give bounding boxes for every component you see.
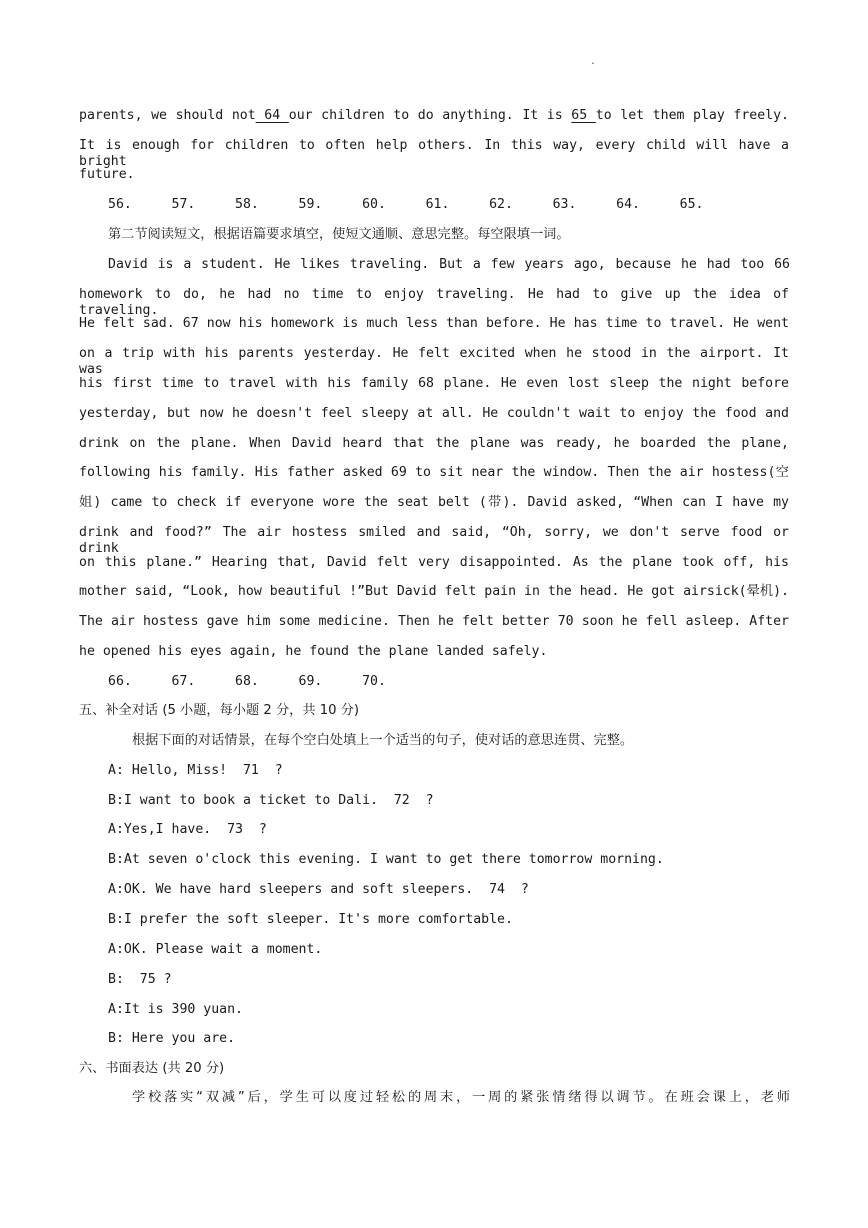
prev-text-c: to let them play freely. <box>595 108 789 123</box>
dialogue-line-2: B:I want to book a ticket to Dali. 72 ? <box>108 793 434 808</box>
blank-64: 64 <box>255 108 289 123</box>
section6-text: 学校落实“双减”后，学生可以度过轻松的周末，一周的紧张情绪得以调节。在班会课上，老师 <box>132 1090 790 1105</box>
section5-instruction: 根据下面的对话情景，在每个空白处填上一个适当的句子，使对话的意思连贯、完整。 <box>132 733 634 748</box>
answer-numbers-56-65: 56. 57. 58. 59. 60. 61. 62. 63. 64. 65. <box>108 197 704 212</box>
section2-instruction: 第二节阅读短文，根据语篇要求填空，使短文通顺、意思完整。每空限填一词。 <box>108 227 570 242</box>
passage-line-5: his first time to travel with his family 68 plane. He even lost sleep the night before <box>79 376 789 391</box>
passage-line-10: drink and food?” The air hostess smiled and said, “Oh, sorry, we don't serve food or drink <box>79 525 789 556</box>
page-dot: . <box>590 56 597 67</box>
passage-line-11: on this plane.” Hearing that, David felt very disappointed. As the plane took off, his <box>79 555 789 570</box>
prev-passage-line-2: It is enough for children to often help others. In this way, every child will have a bright <box>79 138 789 169</box>
answer-numbers-66-70: 66. 67. 68. 69. 70. <box>108 674 386 689</box>
passage-line-1: David is a student. He likes traveling. But a few years ago, because he had too 66 <box>108 257 790 272</box>
passage-line-12: mother said, “Look, how beautiful !”But David felt pain in the head. He got airsick(晕机). <box>79 584 789 599</box>
passage-line-6: yesterday, but now he doesn't feel sleepy at all. He couldn't wait to enjoy the food and <box>79 406 789 421</box>
prev-text-b: our children to do anything. It is <box>288 108 563 123</box>
prev-passage-line-1 <box>79 108 789 124</box>
passage-line-2: homework to do, he had no time to enjoy traveling. He had to give up the idea of traveling. <box>79 287 789 318</box>
passage-line-7: drink on the plane. When David heard that the plane was ready, he boarded the plane, <box>79 436 789 451</box>
dialogue-line-5: A:OK. We have hard sleepers and soft sleepers. 74 ? <box>108 882 529 897</box>
dialogue-line-3: A:Yes,I have. 73 ? <box>108 822 267 837</box>
dialogue-line-10: B: Here you are. <box>108 1031 236 1046</box>
passage-line-8: following his family. His father asked 69 to sit near the window. Then the air hostess(空 <box>79 465 789 480</box>
section5-title: 五、补全对话 (5 小题，每小题 2 分，共 10 分) <box>79 703 360 718</box>
dialogue-line-6: B:I prefer the soft sleeper. It's more comfortable. <box>108 912 513 927</box>
prev-text-a: parents, we should not <box>79 108 256 123</box>
blank-65: 65 <box>571 108 596 123</box>
passage-line-4: on a trip with his parents yesterday. He felt excited when he stood in the airport. It was <box>79 346 789 377</box>
dialogue-line-8: B: 75 ? <box>108 972 172 987</box>
passage-line-9: 姐) came to check if everyone wore the seat belt (带). David asked, “When can I have my <box>79 495 789 510</box>
passage-line-3: He felt sad. 67 now his homework is much less than before. He has time to travel. He went <box>79 316 789 331</box>
passage-line-14: he opened his eyes again, he found the plane landed safely. <box>79 644 548 659</box>
passage-line-13: The air hostess gave him some medicine. Then he felt better 70 soon he fell asleep. After <box>79 614 789 629</box>
dialogue-line-9: A:It is 390 yuan. <box>108 1002 243 1017</box>
section6-title: 六、书面表达 (共 20 分) <box>79 1061 225 1076</box>
dialogue-line-4: B:At seven o'clock this evening. I want to get there tomorrow morning. <box>108 852 664 867</box>
prev-passage-line-3: future. <box>79 167 135 182</box>
dialogue-line-1: A: Hello, Miss! 71 ? <box>108 763 283 778</box>
dialogue-line-7: A:OK. Please wait a moment. <box>108 942 323 957</box>
